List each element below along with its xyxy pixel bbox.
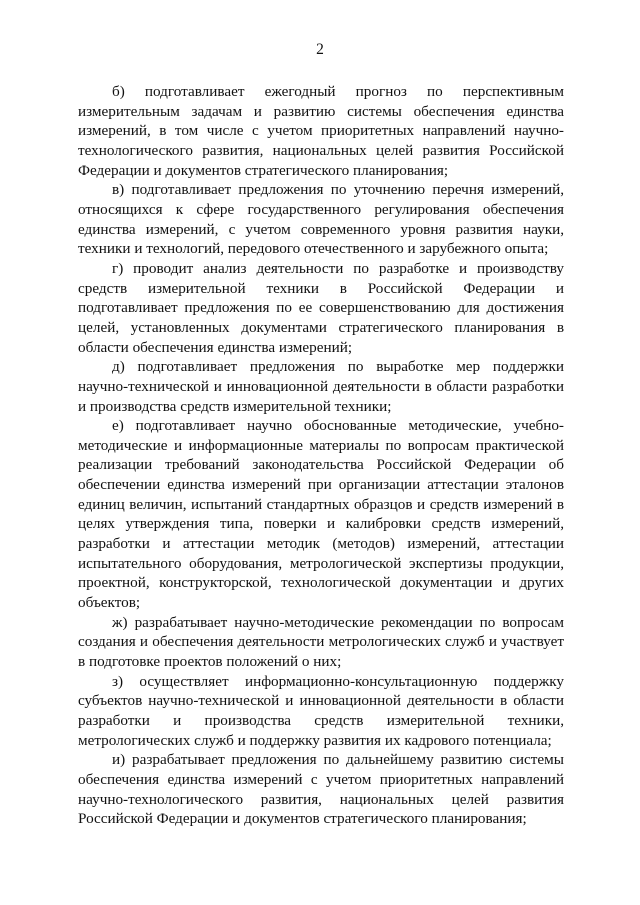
paragraph-v: в) подготавливает предложения по уточнению перечня измерений, относящихся к сфере государственного регулирования обеспечения единства измерений, с учетом современного уровня развития науки, техники и технологий, передового отечественного и зарубежного опыта; (78, 181, 564, 258)
paragraph-i: и) разрабатывает предложения по дальнейшему развитию системы обеспечения единства измерений с учетом приоритетных направлений научно-технологического развития, национальных целей развития Российской Федерации и документов стратегического планирования; (78, 751, 564, 828)
paragraph-b: б) подготавливает ежегодный прогноз по перспективным измерительным задачам и развитию системы обеспечения единства измерений, в том числе с учетом приоритетных направлений научно-технологического развития, национальных целей развития Российской Федерации и документов стратегического планирования; (78, 83, 564, 179)
paragraph-e: е) подготавливает научно обоснованные методические, учебно-методические и информационные материалы по вопросам практической реализации требований законодательства Российской Федерации об обеспечении единства измерений при организации аттестации эталонов единиц величин, испытаний стандартных образцов и средств измерений в целях утверждения типа, поверки и калибровки средств измерений, разработки и аттестации методик (методов) измерений, аттестации испытательного оборудования, метрологической экспертизы продукции, проектной, конструкторской, технологической документации и других объектов; (78, 417, 564, 612)
document-body (78, 82, 564, 829)
page-number: 2 (316, 41, 324, 58)
paragraph-z: з) осуществляет информационно-консультационную поддержку субъектов научно-технической и инновационной деятельности в области разработки и производства средств измерительной техники, метрологических служб и поддержку развития их кадрового потенциала; (78, 672, 564, 749)
paragraph-d: д) подготавливает предложения по выработке мер поддержки научно-технической и инновационной деятельности в области разработки и производства средств измерительной техники; (78, 358, 564, 415)
paragraph-zh: ж) разрабатывает научно-методические рекомендации по вопросам создания и обеспечения деятельности метрологических служб и участвует в подготовке проектов положений о них; (78, 613, 564, 671)
paragraph-g: г) проводит анализ деятельности по разработке и производству средств измерительной техники в Российской Федерации и подготавливает предложения по ее совершенствованию для достижения целей, установленных документами стратегического планирования в области обеспечения единства измерений; (78, 259, 564, 356)
